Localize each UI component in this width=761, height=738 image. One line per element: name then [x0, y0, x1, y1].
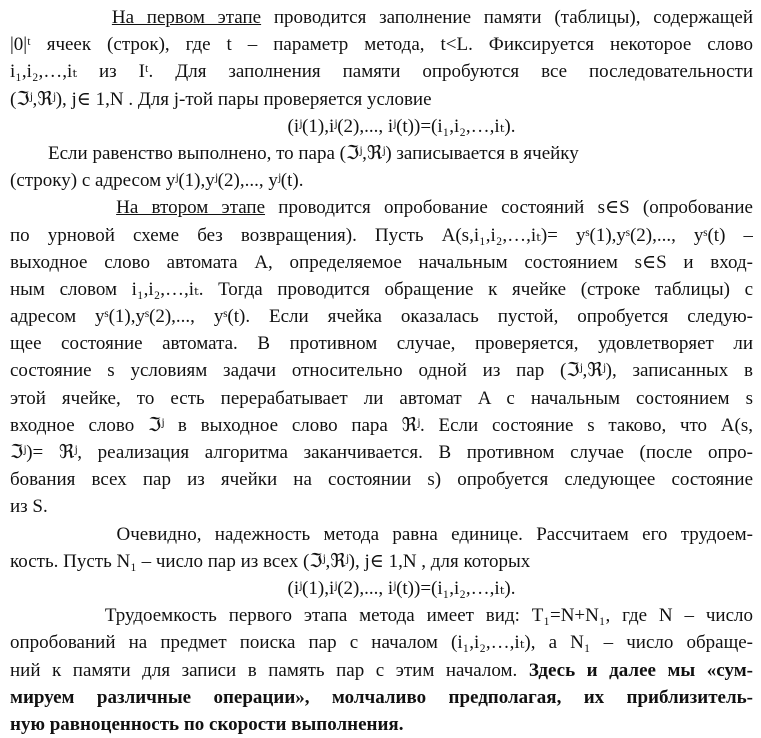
text-run: Если равенство выполнено, то пара (ℑʲ,ℜʲ) записывается в ячейку	[10, 142, 579, 164]
text-run: |0|ᵗ ячеек (строк), где t – параметр метода, t<L. Фиксируется некоторое слово	[10, 34, 753, 56]
text-line	[10, 140, 753, 167]
text-run	[10, 197, 116, 218]
text-line	[10, 249, 753, 276]
bold-text: Здесь и далее мы «сум-	[528, 659, 753, 681]
text-run: по урновой схеме без возвращения). Пусть A(s,i₁,i₂,…,iₜ)= yˢ(1),yˢ(2),..., yˢ(t) –	[10, 224, 753, 246]
text-line	[10, 4, 753, 31]
text-line	[10, 521, 753, 548]
text-line	[10, 412, 753, 439]
text-line	[10, 385, 753, 412]
text-line	[10, 330, 753, 357]
text-line	[10, 684, 753, 711]
text-run: входное слово ℑʲ в выходное слово пара ℜʲ. Если состояние s таково, что A(s,	[10, 414, 753, 436]
text-run: бования всех пар из ячейки на состоянии s) опробуется следующее состояние	[10, 469, 753, 491]
text-run: (строку) с адресом yʲ(1),yʲ(2),..., yʲ(t).	[10, 170, 304, 192]
text-run: проводится заполнение памяти (таблицы), содержащей	[261, 7, 753, 28]
bold-text: ную равноценность по скорости выполнения.	[10, 713, 404, 735]
text-line	[10, 357, 753, 384]
text-run: состояние s условиям задачи относительно одной из пар (ℑʲ,ℜʲ), записанных в	[10, 360, 753, 382]
text-line	[10, 439, 753, 466]
text-line	[10, 31, 753, 58]
text-run: ℑʲ)= ℜʲ, реализация алгоритма заканчивается. В противном случае (после опро-	[10, 442, 753, 463]
text-run: i₁,i₂,…,iₜ из Iᵗ. Для заполнения памяти опробуются все последовательности	[10, 61, 753, 83]
text-run: (iʲ(1),iʲ(2),..., iʲ(t))=(i₁,i₂,…,iₜ).	[287, 577, 516, 599]
text-line	[10, 548, 753, 575]
formula-line	[10, 575, 753, 602]
text-line	[10, 466, 753, 493]
text-line	[10, 493, 753, 520]
text-line	[10, 602, 753, 629]
text-run: из S.	[10, 496, 48, 518]
text-run: Очевидно, надежность метода равна единице. Рассчитаем его трудоем-	[10, 523, 753, 545]
text-run: адресом yˢ(1),yˢ(2),..., yˢ(t). Если ячейка оказалась пустой, опробуется следую-	[10, 306, 753, 328]
text-run: ний к памяти для записи в память пар с этим началом.	[10, 659, 529, 681]
underlined-heading-text: На втором этапе	[116, 197, 266, 219]
underlined-heading-text: На первом этапе	[111, 7, 262, 28]
text-run: ным словом i₁,i₂,…,iₜ. Тогда проводится обращение к ячейке (строке таблицы) с	[10, 278, 753, 300]
text-line	[10, 58, 753, 85]
text-run: проводится опробование состояний s∈S (опробование	[265, 197, 753, 219]
formula-line	[10, 113, 753, 140]
text-run: Трудоемкость первого этапа метода имеет вид: T₁=N+N₁, где N – число	[10, 605, 753, 627]
text-run: (iʲ(1),iʲ(2),..., iʲ(t))=(i₁,i₂,…,iₜ).	[287, 115, 516, 137]
text-run: этой ячейке, то есть перерабатывает ли автомат A с начальным состоянием s	[10, 387, 753, 409]
text-run: опробований на предмет поиска пар с началом (i₁,i₂,…,iₜ), а N₁ – число обраще-	[10, 632, 753, 654]
text-line	[10, 303, 753, 330]
text-line	[10, 167, 753, 194]
text-run: выходное слово автомата A, определяемое начальным состоянием s∈S и вход-	[10, 251, 753, 273]
text-line	[10, 657, 753, 684]
text-run: кость. Пусть N₁ – число пар из всех (ℑʲ,ℜʲ), j∈ 1,N , для которых	[10, 550, 531, 572]
bold-text: мируем различные операции», молчаливо предполагая, их приблизитель-	[10, 686, 753, 708]
text-line	[10, 276, 753, 303]
text-line	[10, 629, 753, 656]
text-line	[10, 194, 753, 221]
text-line	[10, 222, 753, 249]
text-run: (ℑʲ,ℜʲ), j∈ 1,N . Для j-той пары проверяется условие	[10, 88, 432, 110]
text-run	[10, 7, 112, 28]
text-run: щее состояние автомата. В противном случае, проверяется, удовлетворяет ли	[10, 333, 753, 355]
text-line	[10, 711, 753, 738]
text-line	[10, 86, 753, 113]
